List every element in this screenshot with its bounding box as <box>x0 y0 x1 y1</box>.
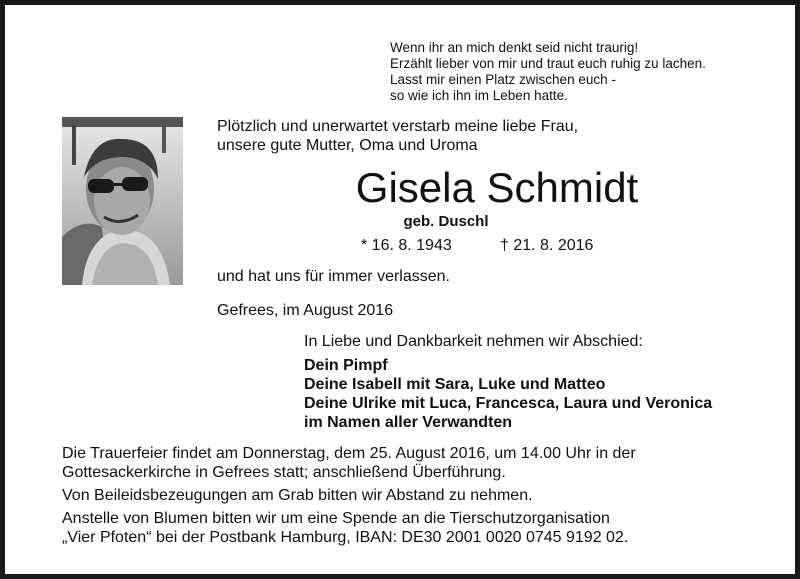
birth-name: geb. Duschl <box>403 213 489 230</box>
birth-date: * 16. 8. 1943 <box>361 237 452 254</box>
mourner: Deine Isabell mit Sara, Luke und Matteo <box>304 376 606 393</box>
poem-line: so wie ich ihn im Leben hatte. <box>390 88 568 103</box>
intro-text <box>217 117 578 155</box>
mourner: Deine Ulrike mit Luca, Francesca, Laura und Veronica <box>304 395 713 412</box>
donation-line: „Vier Pfoten“ bei der Postbank Hamburg, IBAN: DE30 2001 0020 0745 9192 02. <box>62 529 629 546</box>
intro-line: Plötzlich und unerwartet verstarb meine liebe Frau, <box>217 118 579 135</box>
poem-line: Wenn ihr an mich denkt seid nicht traurig! <box>390 40 639 55</box>
farewell-line: In Liebe und Dankbarkeit nehmen wir Abschied: <box>304 333 643 350</box>
portrait-image <box>62 117 183 285</box>
intro-line: unsere gute Mutter, Oma und Uroma <box>217 137 478 154</box>
funeral-line: Gottesackerkirche in Gefrees statt; anschließend Überführung. <box>62 464 506 481</box>
mourners-list <box>304 356 712 432</box>
left-us-text: und hat uns für immer verlassen. <box>217 268 450 285</box>
poem-line: Lasst mir einen Platz zwischen euch - <box>390 72 616 87</box>
condolence-line: Von Beileidsbezeugungen am Grab bitten wir Abstand zu nehmen. <box>62 487 533 504</box>
poem-line: Erzählt lieber von mir und traut euch ruhig zu lachen. <box>390 56 706 71</box>
mourner: Dein Pimpf <box>304 357 388 374</box>
funeral-notice <box>62 444 636 547</box>
mourner: im Namen aller Verwandten <box>304 414 513 431</box>
death-date: † 21. 8. 2016 <box>500 237 594 254</box>
poem <box>390 40 706 104</box>
donation-line: Anstelle von Blumen bitten wir um eine Spende an die Tierschutzorganisation <box>62 510 610 527</box>
funeral-line: Die Trauerfeier findet am Donnerstag, dem 25. August 2016, um 14.00 Uhr in der <box>62 445 636 462</box>
place-date: Gefrees, im August 2016 <box>217 302 394 319</box>
portrait-photo <box>62 117 183 285</box>
deceased-name: Gisela Schmidt <box>355 164 639 211</box>
